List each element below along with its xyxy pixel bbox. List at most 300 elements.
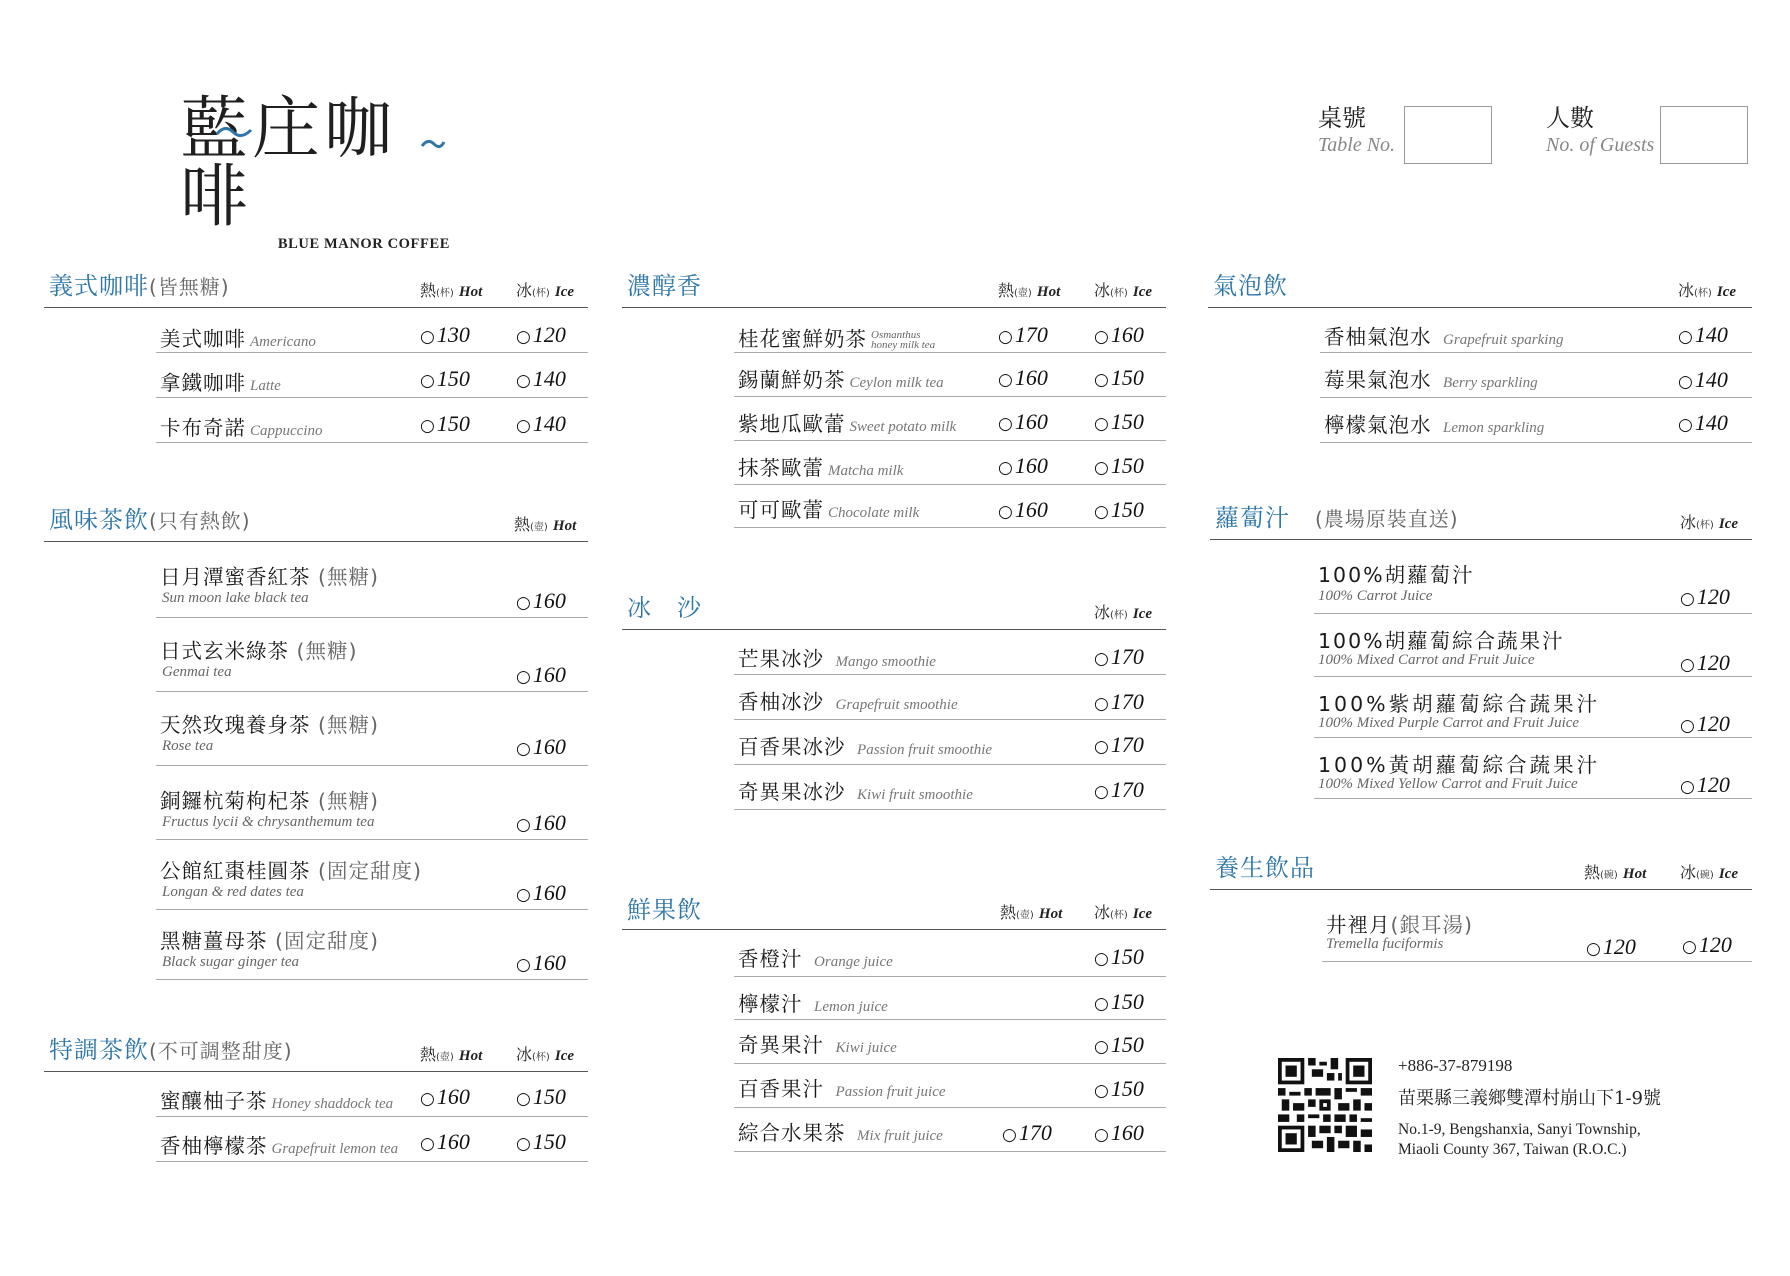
checkbox-circle-icon: ○ — [516, 371, 531, 391]
section-title — [49, 266, 230, 301]
hot-price — [420, 366, 470, 392]
price-value: 160 — [436, 1129, 470, 1154]
column-label: (碗) — [1600, 870, 1618, 881]
ice-column-header — [1680, 860, 1738, 883]
price-value: 140 — [1694, 322, 1728, 347]
ice-price — [1678, 322, 1728, 348]
item-name-en: Kiwi fruit smoothie — [857, 787, 973, 803]
address-zh: 苗栗縣三義鄉雙潭村崩山下1-9號 — [1398, 1088, 1661, 1109]
item-name-zh: 香柚氣泡水 — [1324, 325, 1432, 349]
ice-price — [1094, 1076, 1144, 1102]
item-name-en: Honey shaddock tea — [271, 1096, 394, 1112]
menu-item — [734, 308, 1166, 353]
price-value: 冰 — [1680, 863, 1697, 882]
item-name-zh: 黑糖薑母茶 — [160, 929, 268, 953]
price-value: 120 — [1696, 584, 1730, 609]
checkbox-circle-icon: ○ — [516, 815, 531, 835]
price-value: 160 — [532, 734, 566, 759]
item-note: (皆無糖) — [149, 275, 230, 299]
hot-price — [516, 662, 566, 688]
section-title — [627, 266, 702, 301]
menu-item — [1320, 353, 1752, 398]
item-name-zh: 綜合水果茶 — [738, 1121, 846, 1145]
checkbox-circle-icon: ○ — [1680, 777, 1695, 797]
item-name-zh: 桂花蜜鮮奶茶 — [738, 327, 867, 351]
logo-wave-icon — [215, 124, 255, 138]
section-flavor-tea — [44, 502, 588, 980]
price-value: 140 — [532, 366, 566, 391]
item-name — [160, 1084, 393, 1114]
item-name — [1318, 624, 1565, 654]
hot-price — [1002, 1120, 1052, 1146]
hot-price — [516, 880, 566, 906]
price-value: 150 — [1110, 365, 1144, 390]
item-name-en: Passion fruit smoothie — [857, 742, 993, 758]
price-value: 160 — [436, 1084, 470, 1109]
price-value: 150 — [532, 1084, 566, 1109]
hot-price — [998, 453, 1048, 479]
section-sparkling — [1208, 268, 1752, 443]
price-value: 120 — [1696, 650, 1730, 675]
price-value: 熱 — [998, 281, 1015, 300]
ice-column-header — [1094, 600, 1152, 623]
checkbox-circle-icon: ○ — [1094, 502, 1109, 522]
item-name — [160, 924, 379, 954]
contact-info — [1398, 1056, 1661, 1160]
menu-item — [1314, 677, 1752, 738]
checkbox-circle-icon: ○ — [1094, 737, 1109, 757]
column-label: (壺) — [1014, 288, 1032, 299]
item-name — [738, 987, 888, 1017]
column-label: Hot — [1036, 284, 1061, 300]
item-name — [1318, 687, 1600, 717]
section-title-text: 冰 沙 — [627, 594, 702, 622]
price-value: 150 — [1110, 989, 1144, 1014]
item-note: (固定甜度) — [275, 929, 380, 953]
phone-number[interactable]: +886-37-879198 — [1398, 1056, 1513, 1075]
item-name-en: Tremella fuciformis — [1326, 936, 1444, 952]
price-value: 170 — [1018, 1120, 1052, 1145]
ice-column-header — [1680, 510, 1738, 533]
hot-price — [998, 365, 1048, 391]
checkbox-circle-icon: ○ — [516, 667, 531, 687]
column-label: Hot — [1038, 906, 1063, 922]
menu-item — [1314, 540, 1752, 614]
ice-price — [1682, 932, 1732, 958]
hot-column-header — [1584, 860, 1646, 883]
item-name-en: Fructus lycii & chrysanthemum tea — [162, 814, 375, 830]
column-label: (杯) — [1110, 910, 1128, 921]
item-name-en: Rose tea — [162, 738, 214, 754]
menu-item — [734, 930, 1166, 977]
column-label: Ice — [1718, 866, 1739, 882]
hot-price — [516, 588, 566, 614]
column-label: Hot — [1622, 866, 1647, 882]
checkbox-circle-icon: ○ — [1094, 949, 1109, 969]
item-name — [160, 411, 323, 441]
item-name-zh: 拿鐵咖啡 — [160, 371, 246, 395]
brand-name-en: BLUE MANOR COFFEE — [277, 236, 450, 252]
menu-item — [156, 353, 588, 398]
item-name-en: Grapefruit smoothie — [835, 697, 958, 713]
ice-price — [1094, 497, 1144, 523]
price-value: 160 — [532, 880, 566, 905]
checkbox-circle-icon: ○ — [420, 1089, 435, 1109]
hot-column-header — [420, 278, 482, 301]
column-label: Hot — [458, 1048, 483, 1064]
section-rich-milk — [622, 268, 1166, 528]
item-name-en: Sun moon lake black tea — [162, 590, 309, 606]
price-value: 150 — [1110, 453, 1144, 478]
item-name-zh: 100%紫胡蘿蔔綜合蔬果汁 — [1318, 692, 1601, 716]
price-value: 160 — [1014, 453, 1048, 478]
menu-item — [156, 542, 588, 618]
item-name-zh: 天然玫瑰養身茶 — [160, 713, 311, 737]
price-value: 170 — [1110, 644, 1144, 669]
price-value: 150 — [436, 366, 470, 391]
item-name-en: Berry sparkling — [1443, 375, 1538, 391]
item-name-zh: 香橙汁 — [738, 947, 803, 971]
section-title-text: 義式咖啡 — [49, 272, 149, 300]
hot-column-header — [998, 278, 1060, 301]
price-value: 120 — [1602, 934, 1636, 959]
price-value: 冰 — [1680, 513, 1697, 532]
text: No.1-9, Bengshanxia, Sanyi Township, — [1398, 1121, 1641, 1138]
ice-price — [1680, 772, 1730, 798]
item-name-en: Chocolate milk — [828, 505, 920, 521]
item-name-en: Passion fruit juice — [835, 1084, 946, 1100]
column-label: (杯) — [436, 288, 454, 299]
menu-item — [734, 765, 1166, 810]
column-label: (壺) — [1016, 910, 1034, 921]
menu-item — [734, 630, 1166, 675]
guests-number-box[interactable] — [1660, 106, 1748, 164]
menu-item — [734, 675, 1166, 720]
price-value: 120 — [1696, 711, 1730, 736]
price-value: 熱 — [1584, 863, 1601, 882]
section-title — [627, 890, 702, 925]
item-name-en: Lemon sparkling — [1443, 420, 1545, 436]
price-value: 140 — [532, 411, 566, 436]
column-label: (杯) — [532, 288, 550, 299]
table-label-en: Table No. — [1318, 134, 1396, 156]
hot-price — [998, 497, 1048, 523]
text: Miaoli County 367, Taiwan (R.O.C.) — [1398, 1141, 1627, 1158]
item-note: (固定甜度) — [318, 859, 423, 883]
ice-price — [1094, 989, 1144, 1015]
item-name — [160, 634, 358, 664]
hot-price — [998, 409, 1048, 435]
item-name — [160, 322, 316, 352]
column-label: (碗) — [1696, 870, 1714, 881]
price-value: 熱 — [420, 1045, 437, 1064]
section-header — [1210, 500, 1752, 540]
section-title-text: 濃醇香 — [627, 272, 702, 300]
hot-column-header — [514, 512, 576, 535]
hot-price — [516, 734, 566, 760]
item-note: (不可調整甜度) — [149, 1039, 293, 1063]
checkbox-circle-icon: ○ — [420, 371, 435, 391]
column-label: (杯) — [1110, 610, 1128, 621]
checkbox-circle-icon: ○ — [516, 593, 531, 613]
menu-item — [156, 692, 588, 766]
checkbox-circle-icon: ○ — [1094, 1037, 1109, 1057]
item-name-zh: 檸檬汁 — [738, 992, 803, 1016]
hot-price — [998, 322, 1048, 348]
checkbox-circle-icon: ○ — [516, 1134, 531, 1154]
item-name-en: 100% Mixed Purple Carrot and Fruit Juice — [1318, 715, 1580, 731]
menu-item — [1320, 398, 1752, 443]
section-title-text: 養生飲品 — [1215, 854, 1315, 882]
section-title — [1215, 848, 1315, 883]
price-value: 160 — [1110, 1120, 1144, 1145]
checkbox-circle-icon: ○ — [1094, 1081, 1109, 1101]
ice-price — [1678, 367, 1728, 393]
item-name-en: Orange juice — [814, 954, 893, 970]
item-note: (無糖) — [318, 713, 380, 737]
column-label: (壺) — [530, 522, 548, 533]
hot-column-header — [420, 1042, 482, 1065]
item-name-en: 100% Mixed Yellow Carrot and Fruit Juice — [1318, 776, 1578, 792]
section-special-tea — [44, 1032, 588, 1162]
item-note: (銀耳湯) — [1390, 913, 1473, 937]
item-name — [1324, 363, 1538, 393]
item-name-en: Black sugar ginger tea — [162, 954, 300, 970]
price-value: 140 — [1694, 410, 1728, 435]
item-name-zh: 抹茶歐蕾 — [738, 456, 824, 480]
column-label: (杯) — [532, 1052, 550, 1063]
hot-price — [516, 950, 566, 976]
price-value: 130 — [436, 322, 470, 347]
ice-price — [1680, 650, 1730, 676]
column-label: Ice — [1132, 906, 1153, 922]
item-name-zh: 井裡月 — [1326, 913, 1391, 937]
item-name-zh: 紫地瓜歐蕾 — [738, 412, 846, 436]
item-name-en: Grapefruit sparking — [1443, 332, 1564, 348]
item-name-en: Kiwi juice — [835, 1040, 897, 1056]
logo-wave-icon — [420, 136, 446, 150]
item-name-en: Grapefruit lemon tea — [271, 1141, 399, 1157]
ice-price — [516, 366, 566, 392]
checkbox-circle-icon: ○ — [1680, 716, 1695, 736]
checkbox-circle-icon: ○ — [1094, 1125, 1109, 1145]
hot-price — [420, 1084, 470, 1110]
menu-item — [734, 485, 1166, 528]
section-header — [622, 590, 1166, 630]
column-label: Hot — [458, 284, 483, 300]
price-value: 170 — [1110, 689, 1144, 714]
price-value: 160 — [532, 810, 566, 835]
item-name-zh: 日式玄米綠茶 — [160, 639, 289, 663]
price-value: 150 — [1110, 409, 1144, 434]
item-name — [1318, 748, 1600, 778]
item-name-zh: 100%黃胡蘿蔔綜合蔬果汁 — [1318, 753, 1601, 777]
item-name — [738, 730, 992, 760]
item-name — [1324, 408, 1544, 438]
price-value: 150 — [1110, 497, 1144, 522]
brand-name-zh: 藍庄咖啡 — [180, 90, 397, 237]
hot-price — [1586, 934, 1636, 960]
item-name-en: Cappuccino — [250, 423, 323, 439]
table-label-zh: 桌號 — [1318, 104, 1366, 132]
section-fruit-juice — [622, 890, 1166, 1152]
section-header — [44, 502, 588, 542]
section-title — [627, 588, 702, 623]
item-name — [1326, 908, 1473, 938]
checkbox-circle-icon: ○ — [516, 955, 531, 975]
column-label: (杯) — [1694, 288, 1712, 299]
item-name-en: Mix fruit juice — [857, 1128, 943, 1144]
price-value: 冰 — [516, 1045, 533, 1064]
price-value: 150 — [532, 1129, 566, 1154]
ice-price — [1094, 777, 1144, 803]
item-name-zh: 百香果汁 — [738, 1077, 824, 1101]
price-value: 120 — [1698, 932, 1732, 957]
item-name — [160, 708, 379, 738]
item-name-en: 100% Carrot Juice — [1318, 588, 1433, 604]
price-value: 160 — [532, 588, 566, 613]
item-name — [160, 366, 281, 396]
price-value: 160 — [532, 662, 566, 687]
section-header — [1208, 268, 1752, 308]
checkbox-circle-icon: ○ — [1094, 649, 1109, 669]
checkbox-circle-icon: ○ — [998, 458, 1013, 478]
menu-item — [734, 720, 1166, 765]
price-value: 160 — [1014, 409, 1048, 434]
column-label: Ice — [554, 1048, 575, 1064]
section-header — [44, 1032, 588, 1072]
item-name-en: Genmai tea — [162, 664, 232, 680]
item-name — [738, 363, 944, 393]
price-value: 150 — [1110, 1076, 1144, 1101]
menu-item — [734, 1020, 1166, 1064]
section-title — [49, 500, 251, 535]
price-value: 150 — [1110, 944, 1144, 969]
item-name — [738, 493, 919, 523]
item-name-en: Sweet potato milk — [849, 419, 957, 435]
menu-item — [1322, 890, 1752, 962]
checkbox-circle-icon: ○ — [1094, 414, 1109, 434]
price-value: 170 — [1014, 322, 1048, 347]
checkbox-circle-icon: ○ — [998, 414, 1013, 434]
brand-logo — [180, 90, 450, 253]
item-name-zh: 100%胡蘿蔔汁 — [1318, 563, 1475, 587]
ice-price — [1094, 1120, 1144, 1146]
item-name — [1318, 558, 1475, 588]
item-name — [738, 642, 936, 672]
item-name-zh: 香柚冰沙 — [738, 690, 824, 714]
ice-price — [516, 322, 566, 348]
section-health-drink — [1210, 850, 1752, 962]
menu-item — [156, 1117, 588, 1162]
item-name — [738, 1116, 943, 1146]
item-name — [738, 685, 958, 715]
item-note: (只有熱飲) — [149, 509, 251, 533]
price-value: 冰 — [1094, 603, 1111, 622]
item-name — [738, 451, 903, 481]
checkbox-circle-icon: ○ — [998, 502, 1013, 522]
ice-price — [1094, 322, 1144, 348]
menu-item — [734, 441, 1166, 485]
section-title-text: 蘿蔔汁 — [1215, 504, 1290, 532]
price-value: 熱 — [1000, 903, 1017, 922]
ice-price — [1094, 732, 1144, 758]
item-name-en: Mango smoothie — [835, 654, 936, 670]
item-name — [160, 1129, 398, 1159]
checkbox-circle-icon: ○ — [1094, 458, 1109, 478]
ice-column-header — [1094, 900, 1152, 923]
menu-item — [156, 398, 588, 443]
menu-item — [156, 766, 588, 840]
checkbox-circle-icon: ○ — [516, 885, 531, 905]
section-header — [622, 268, 1166, 308]
checkbox-circle-icon: ○ — [1094, 994, 1109, 1014]
price-value: 冰 — [1094, 281, 1111, 300]
price-value: 150 — [436, 411, 470, 436]
guests-label-en: No. of Guests — [1546, 134, 1655, 156]
menu-item — [156, 618, 588, 692]
item-name-en: Matcha milk — [828, 463, 904, 479]
item-name — [738, 942, 893, 972]
checkbox-circle-icon: ○ — [420, 416, 435, 436]
section-smoothie — [622, 590, 1166, 810]
price-value: 140 — [1694, 367, 1728, 392]
checkbox-circle-icon: ○ — [1002, 1125, 1017, 1145]
ice-price — [516, 1084, 566, 1110]
section-title-text: 氣泡飲 — [1213, 272, 1288, 300]
price-value: 170 — [1110, 732, 1144, 757]
checkbox-circle-icon: ○ — [420, 1134, 435, 1154]
price-value: 160 — [1110, 322, 1144, 347]
ice-column-header — [1678, 278, 1736, 301]
column-label: (壺) — [436, 1052, 454, 1063]
item-name — [160, 784, 379, 814]
column-label: Ice — [1132, 284, 1153, 300]
item-name-zh: 檸檬氣泡水 — [1324, 413, 1432, 437]
checkbox-circle-icon: ○ — [516, 739, 531, 759]
item-name-zh: 卡布奇諾 — [160, 416, 246, 440]
qr-code-icon[interactable] — [1278, 1058, 1372, 1152]
ice-price — [1680, 711, 1730, 737]
price-value: 熱 — [514, 515, 531, 534]
item-name-zh: 莓果氣泡水 — [1324, 368, 1432, 392]
checkbox-circle-icon: ○ — [998, 370, 1013, 390]
item-name — [738, 1072, 946, 1102]
column-label: Ice — [1718, 516, 1739, 532]
checkbox-circle-icon: ○ — [1680, 655, 1695, 675]
item-name — [738, 322, 935, 352]
column-label: Ice — [1132, 606, 1153, 622]
table-number-box[interactable] — [1404, 106, 1492, 164]
price-value: 冰 — [516, 281, 533, 300]
section-header — [1210, 850, 1752, 890]
hot-price — [420, 1129, 470, 1155]
item-name-zh: 奇異果汁 — [738, 1033, 824, 1057]
item-name-zh: 可可歐蕾 — [738, 498, 824, 522]
item-note: (農場原裝直送) — [1315, 507, 1459, 531]
ice-column-header — [516, 278, 574, 301]
menu-item — [156, 910, 588, 980]
checkbox-circle-icon: ○ — [1678, 372, 1693, 392]
price-value: 120 — [1696, 772, 1730, 797]
checkbox-circle-icon: ○ — [516, 416, 531, 436]
item-name-zh: 香柚檸檬茶 — [160, 1134, 268, 1158]
checkbox-circle-icon: ○ — [1094, 370, 1109, 390]
column-label: Hot — [552, 518, 577, 534]
item-name-en: honey milk tea — [871, 339, 936, 351]
menu-item — [156, 308, 588, 353]
item-name-en: Ceylon milk tea — [849, 375, 944, 391]
